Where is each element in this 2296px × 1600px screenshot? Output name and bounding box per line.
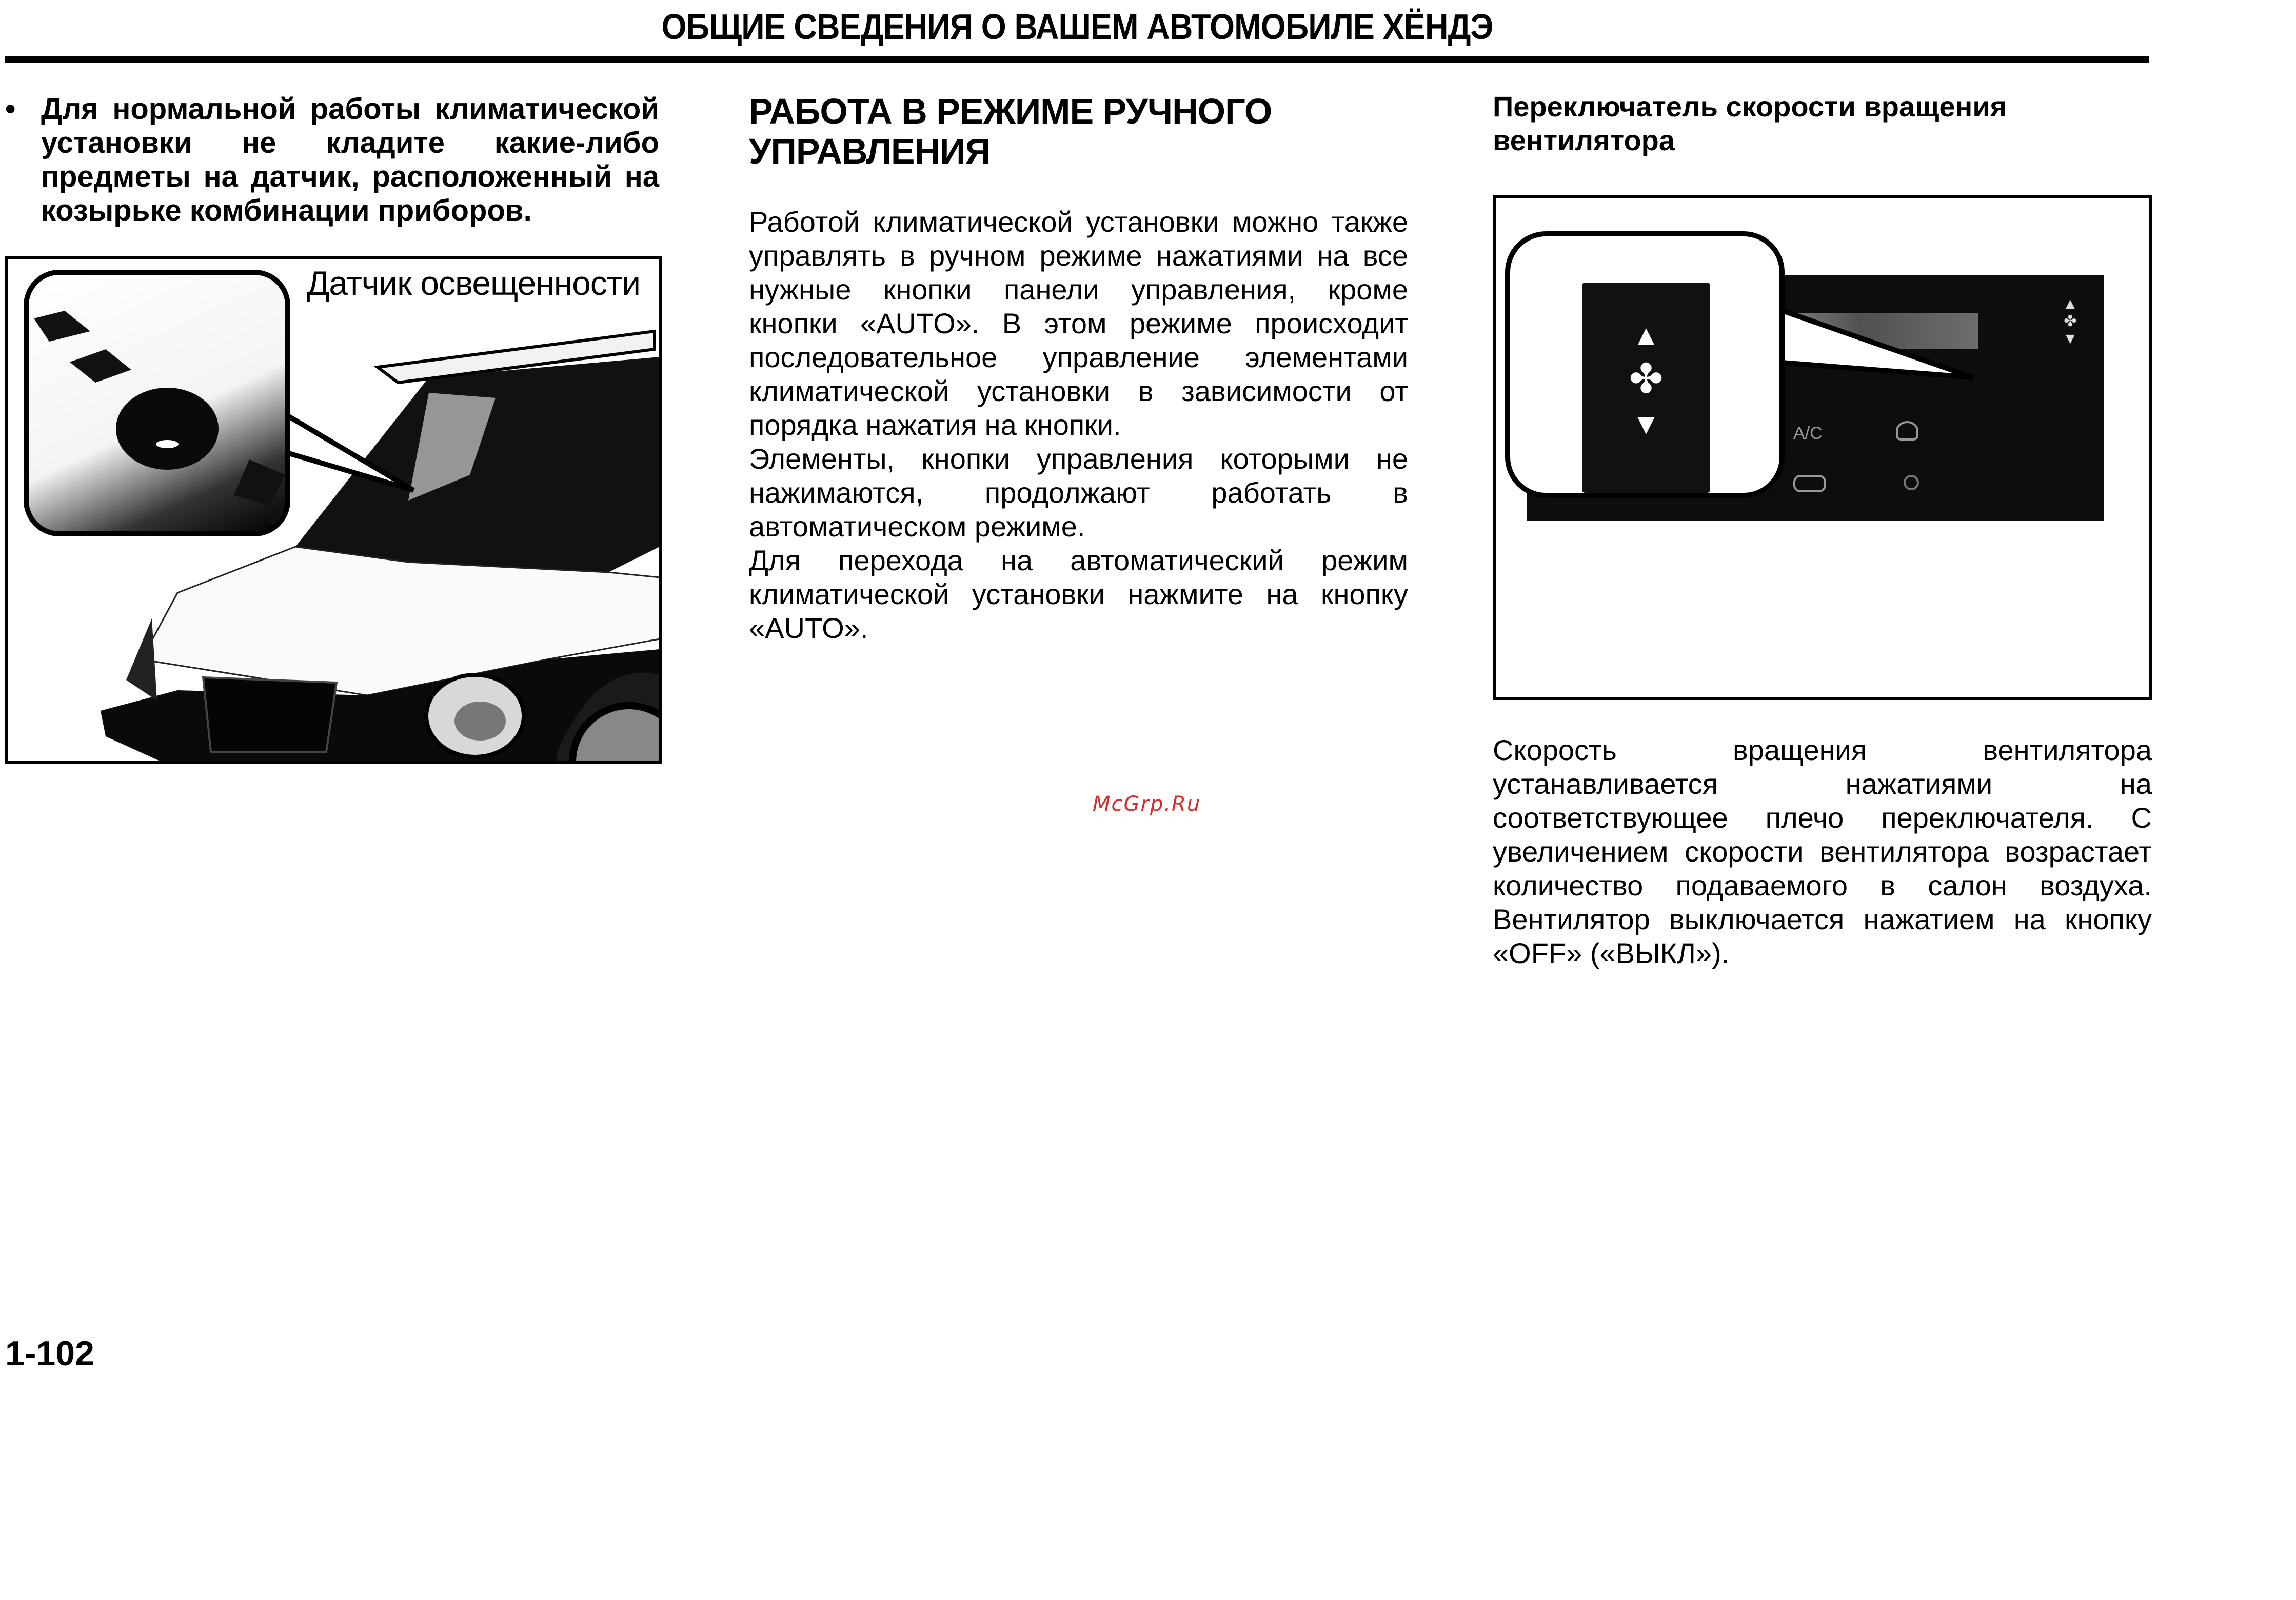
fan-speed-switch xyxy=(1582,283,1710,493)
page-header-title: ОБЩИЕ СВЕДЕНИЯ О ВАШЕМ АВТОМОБИЛЕ ХЁНДЭ xyxy=(661,7,1493,47)
fan-up-arrow-icon: ▲ xyxy=(1632,319,1660,351)
paragraph: Для перехода на автоматический режим климатической установки нажмите на кнопку «AUTO». xyxy=(749,544,1408,644)
subsection-heading: Переключатель скорости вращения вентилятора xyxy=(1493,90,2007,156)
header-rule xyxy=(5,56,2149,63)
fan-down-arrow-icon: ▼ xyxy=(2063,330,2078,347)
bullet-icon: • xyxy=(5,92,16,126)
fan-switch-inset xyxy=(1505,231,1785,498)
fan-icon: ✤ xyxy=(1629,356,1664,402)
light-sensor-icon xyxy=(29,275,285,531)
paragraph: Работой климатической установки можно также управлять в ручном режиме нажатиями на все нужные кнопки панели управления, кроме кнопки «AUTO». В этом режиме происходит последовательное управление элементами климатической установки в зависимости от порядка нажатия на кнопки. xyxy=(749,206,1408,441)
warning-bullet xyxy=(5,92,659,228)
fan-down-arrow-icon: ▼ xyxy=(1632,408,1660,440)
section-body xyxy=(749,205,1408,645)
light-sensor-inset xyxy=(24,270,290,536)
watermark: McGrp.Ru xyxy=(1093,792,1201,816)
page-number: 1-102 xyxy=(5,1334,94,1373)
fan-speed-description: Скорость вращения вентилятора устанавливается нажатиями на соответствующее плечо переключателя. С увеличением скорости вентилятора возрастает количество подаваемого в салон воздуха. Вентилятор выключается нажатием на кнопку «OFF» («ВЫКЛ»). xyxy=(1493,734,2152,969)
light-sensor-figure xyxy=(5,256,662,764)
section-heading: РАБОТА В РЕЖИМЕ РУЧНОГО УПРАВЛЕНИЯ xyxy=(749,91,1272,171)
fan-icon: ✤ xyxy=(2064,313,2077,330)
figure-caption: Датчик освещенности xyxy=(304,264,643,303)
bullet-text: Для нормальной работы климатической установки не кладите какие-либо предметы на датчик, расположенный на козырьке комбинации приборов. xyxy=(41,92,659,227)
fan-speed-figure xyxy=(1493,195,2152,700)
paragraph: Элементы, кнопки управления которыми не нажимаются, продолжают работать в автоматическом режиме. xyxy=(749,443,1408,543)
ac-button-label: A/C xyxy=(1793,424,1823,443)
fan-up-arrow-icon: ▲ xyxy=(2063,295,2078,312)
